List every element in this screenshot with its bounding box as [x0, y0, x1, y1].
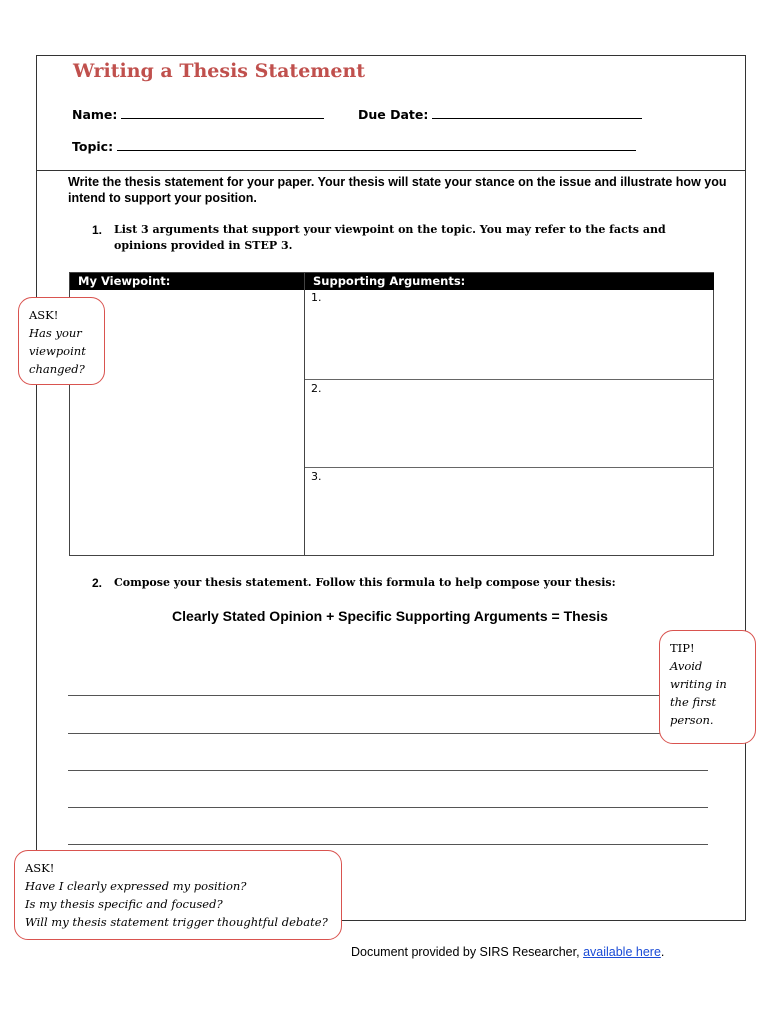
thesis-writing-line-5[interactable] — [68, 844, 708, 845]
thesis-writing-line-3[interactable] — [68, 770, 708, 771]
step-1 — [92, 222, 704, 254]
callout-line: viewpoint — [29, 344, 86, 358]
topic-label: Topic: — [72, 139, 114, 154]
topic-field — [72, 139, 636, 154]
callout-heading: ASK! — [29, 308, 59, 322]
due-date-label: Due Date: — [358, 107, 429, 122]
page-title: Writing a Thesis Statement — [73, 60, 366, 82]
callout-heading: TIP! — [670, 641, 695, 655]
name-field — [72, 107, 324, 122]
intro-text: Write the thesis statement for your paper. Your thesis will state your stance on the issue and illustrate how you intend to support your position. — [68, 175, 727, 205]
available-here-link[interactable]: available here — [583, 945, 661, 959]
ask-callout-viewpoint — [18, 297, 105, 385]
topic-input-line[interactable] — [117, 139, 636, 151]
argument-cell-1[interactable] — [305, 289, 714, 379]
argument-number: 3. — [311, 470, 322, 483]
argument-number: 1. — [311, 291, 322, 304]
arguments-table — [69, 272, 714, 556]
callout-line: the first — [670, 695, 717, 709]
thesis-formula: Clearly Stated Opinion + Specific Supporting Arguments = Thesis — [172, 608, 608, 624]
step-2-number: 2. — [92, 576, 103, 590]
step-2-text: Compose your thesis statement. Follow this formula to help compose your thesis: — [114, 576, 616, 589]
due-date-field — [358, 107, 642, 122]
ask-callout-thesis — [14, 850, 342, 940]
tip-callout — [659, 630, 756, 744]
name-input-line[interactable] — [121, 107, 324, 119]
callout-line: Will my thesis statement trigger thoughtful debate? — [25, 915, 328, 929]
thesis-writing-line-4[interactable] — [68, 807, 708, 808]
callout-heading: ASK! — [25, 861, 55, 875]
step-1-text: List 3 arguments that support your viewpoint on the topic. You may refer to the facts and opinions provided in STEP 3. — [114, 223, 666, 252]
callout-line: person. — [670, 713, 714, 727]
callout-line: Have I clearly expressed my position? — [25, 879, 247, 893]
step-2 — [92, 575, 704, 591]
footer-period: . — [660, 945, 665, 959]
argument-cell-2[interactable] — [305, 379, 714, 467]
argument-cell-3[interactable] — [305, 467, 714, 555]
callout-line: Avoid — [670, 659, 703, 673]
footer-text: Document provided by SIRS Researcher, — [351, 945, 584, 959]
viewpoint-header: My Viewpoint: — [70, 273, 304, 290]
callout-line: changed? — [29, 362, 85, 376]
argument-number: 2. — [311, 382, 322, 395]
callout-line: Is my thesis specific and focused? — [25, 897, 223, 911]
supporting-arguments-header: Supporting Arguments: — [305, 273, 714, 290]
viewpoint-cell[interactable] — [70, 290, 304, 555]
thesis-writing-line-1[interactable] — [68, 695, 708, 696]
callout-line: writing in — [670, 677, 727, 691]
thesis-writing-line-2[interactable] — [68, 733, 708, 734]
due-date-input-line[interactable] — [432, 107, 642, 119]
header-divider — [36, 170, 746, 171]
footer — [351, 945, 664, 959]
callout-line: Has your — [29, 326, 82, 340]
name-label: Name: — [72, 107, 118, 122]
step-1-number: 1. — [92, 223, 103, 237]
